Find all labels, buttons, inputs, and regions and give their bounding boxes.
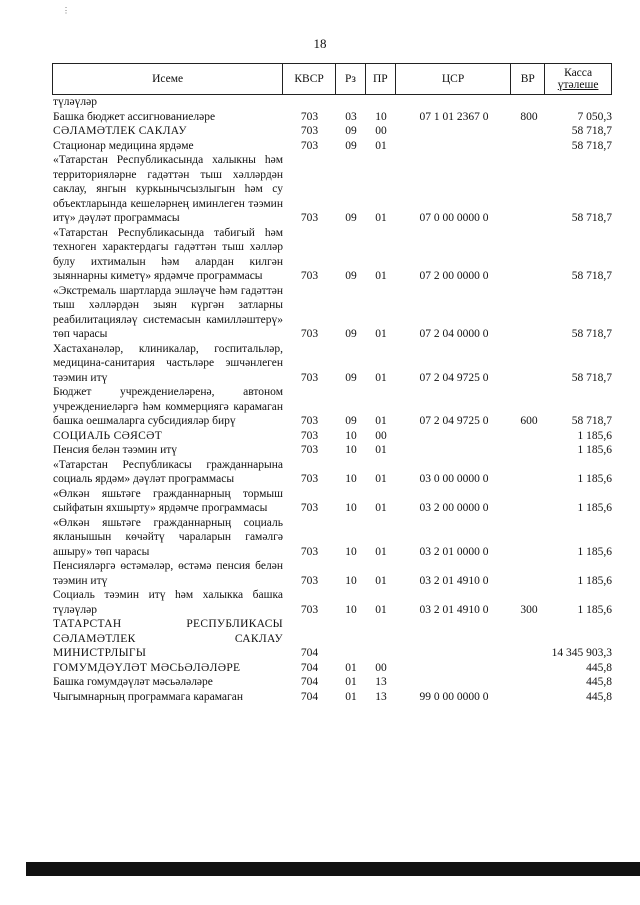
cell-pr: 01 — [375, 574, 387, 587]
cell-pr: 01 — [375, 473, 387, 485]
cell-csr: 07 2 04 9725 0 — [419, 371, 489, 384]
cell-pr: 01 — [375, 371, 387, 384]
cell-csr: 03 0 00 0000 0 — [419, 473, 489, 485]
cell-pr: 01 — [375, 415, 387, 427]
cell-sum: 58 718,7 — [571, 125, 612, 137]
cell-pr: 01 — [375, 545, 387, 558]
cell-name: ГОМУМДӘҮЛӘТ МӘСЬӘЛӘЛӘРЕ — [53, 661, 241, 674]
table-row — [52, 139, 612, 154]
cell-csr: 03 2 01 4910 0 — [419, 603, 489, 616]
table-row — [52, 95, 612, 110]
table-row — [52, 690, 612, 705]
cell-rz: 10 — [345, 603, 357, 616]
cell-name: Башка гомумдәүләт мәсьәләләре — [53, 676, 213, 688]
table-row — [52, 675, 612, 690]
cell-sum: 58 718,7 — [571, 328, 612, 340]
cell-name: «Экстремаль шартларда эшләүче һәм гадәттән тыш хәлләрдән зыян күргән затларны реабилитацияләү системасын камилләштерү» төп чарасы — [53, 284, 283, 340]
cell-sum: 1 185,6 — [577, 603, 612, 616]
cell-sum: 445,8 — [586, 661, 612, 674]
table-row — [52, 342, 612, 386]
cell-pr: 13 — [375, 676, 387, 688]
cell-kvsr: 703 — [300, 139, 319, 152]
header-csr: ЦСР — [396, 64, 512, 94]
cell-rz: 09 — [345, 270, 357, 282]
header-pr: ПР — [366, 64, 396, 94]
cell-rz: 10 — [345, 429, 357, 442]
cell-kvsr: 703 — [300, 429, 319, 442]
cell-kvsr: 703 — [300, 444, 319, 456]
table-row — [52, 661, 612, 676]
cell-name: ТАТАРСТАН РЕСПУБЛИКАСЫ СӘЛАМӘТЛЕК САКЛАУ МИНИСТРЛЫГЫ — [53, 618, 283, 659]
cell-sum: 445,8 — [586, 690, 612, 703]
cell-vr: 300 — [520, 603, 538, 616]
cell-pr: 13 — [375, 690, 387, 703]
header-sum — [545, 64, 611, 94]
cell-name: Социаль тәэмин итү һәм халыкка башка түләүләр — [53, 589, 283, 616]
cell-csr: 03 2 01 0000 0 — [419, 545, 489, 558]
cell-kvsr: 703 — [300, 212, 319, 224]
cell-sum: 1 185,6 — [577, 429, 612, 442]
cell-kvsr: 703 — [300, 415, 319, 427]
cell-pr: 00 — [375, 661, 387, 674]
cell-rz: 01 — [345, 676, 357, 688]
header-name: Исеме — [53, 64, 283, 94]
cell-rz: 10 — [345, 502, 357, 514]
cell-sum: 1 185,6 — [577, 545, 612, 558]
table-row — [52, 559, 612, 588]
cell-sum: 1 185,6 — [577, 502, 612, 514]
table-row — [52, 458, 612, 487]
cell-name: Башка бюджет ассигнованиеләре — [53, 110, 216, 123]
cell-csr: 07 2 04 9725 0 — [419, 415, 489, 427]
cell-csr: 03 2 01 4910 0 — [419, 574, 489, 587]
cell-kvsr: 704 — [300, 647, 319, 659]
cell-kvsr: 703 — [300, 270, 319, 282]
cell-csr: 03 2 00 0000 0 — [419, 502, 489, 514]
cell-name: түләүләр — [53, 96, 97, 108]
table-row — [52, 226, 612, 284]
cell-pr: 01 — [375, 502, 387, 514]
cell-kvsr: 703 — [300, 502, 319, 514]
cell-rz: 03 — [345, 110, 357, 123]
table-row — [52, 110, 612, 125]
cell-csr: 07 2 00 0000 0 — [419, 270, 489, 282]
table-header — [52, 63, 612, 95]
cell-rz: 10 — [345, 574, 357, 587]
table-row — [52, 588, 612, 617]
cell-rz: 10 — [345, 473, 357, 485]
cell-name: Стационар медицина ярдәме — [53, 139, 194, 152]
cell-kvsr: 703 — [300, 603, 319, 616]
cell-sum: 1 185,6 — [577, 574, 612, 587]
cell-pr: 01 — [375, 212, 387, 224]
corner-mark: ⋮ — [62, 6, 70, 15]
cell-name: Бюджет учреждениеләренә, автоном учреждениеләргә һәм коммерциягә карамаган башка оешмаларга субсидияләр бирү — [53, 386, 283, 427]
page-number: 18 — [313, 36, 327, 51]
cell-kvsr: 703 — [300, 371, 319, 384]
cell-name: «Татарстан Республикасында табигый һәм техноген характердагы гадәттән тыш хәлләр булу ихтималын һәм алардан килгән зыяннарны киметү» ярдәмче программасы — [53, 226, 283, 282]
table-row — [52, 284, 612, 342]
table-row — [52, 487, 612, 516]
cell-vr: 800 — [520, 110, 538, 123]
cell-rz: 09 — [345, 125, 357, 137]
scan-bottom-bar — [26, 862, 640, 876]
cell-kvsr: 703 — [300, 473, 319, 485]
header-vr: ВР — [511, 64, 545, 94]
table-row — [52, 153, 612, 226]
header-kvsr: КВСР — [283, 64, 336, 94]
cell-sum: 58 718,7 — [571, 371, 612, 384]
cell-name: «Өлкән яшьтәге гражданнарның тормыш сыйфатын яхшырту» ярдәмче программасы — [53, 487, 283, 514]
cell-name: Пенсия белән тәэмин итү — [53, 444, 178, 456]
cell-rz: 01 — [345, 661, 357, 674]
header-sum-line2: үтәлеше — [557, 79, 599, 91]
cell-vr: 600 — [520, 415, 538, 427]
cell-csr: 07 2 04 0000 0 — [419, 328, 489, 340]
cell-pr: 00 — [375, 429, 387, 442]
cell-rz: 10 — [345, 545, 357, 558]
cell-rz: 09 — [345, 328, 357, 340]
cell-kvsr: 703 — [300, 574, 319, 587]
cell-sum: 58 718,7 — [571, 139, 612, 152]
cell-sum: 58 718,7 — [571, 415, 612, 427]
table-row — [52, 429, 612, 444]
table-row — [52, 443, 612, 458]
header-sum-line1: Касса — [564, 67, 593, 79]
cell-rz: 10 — [345, 444, 357, 456]
cell-name: Пенсияләргә өстәмәләр, өстәмә пенсия белән тәэмин итү — [53, 560, 283, 587]
cell-name: СӘЛАМӘТЛЕК САКЛАУ — [53, 125, 187, 137]
table-row — [52, 617, 612, 661]
cell-kvsr: 703 — [300, 110, 319, 123]
cell-sum: 445,8 — [586, 676, 612, 688]
cell-pr: 10 — [375, 110, 387, 123]
cell-name: СОЦИАЛЬ СӘЯСӘТ — [53, 429, 163, 442]
cell-pr: 01 — [375, 603, 387, 616]
cell-sum: 1 185,6 — [577, 473, 612, 485]
table-row — [52, 516, 612, 560]
cell-name: «Өлкән яшьтәге гражданнарның социаль якланышын көчәйтү чараларын гамәлгә ашыру» төп чарасы — [53, 516, 283, 558]
cell-kvsr: 703 — [300, 125, 319, 137]
cell-rz: 09 — [345, 139, 357, 152]
cell-sum: 58 718,7 — [571, 270, 612, 282]
cell-pr: 01 — [375, 328, 387, 340]
cell-kvsr: 704 — [300, 661, 319, 674]
cell-csr: 07 0 00 0000 0 — [419, 212, 489, 224]
cell-name: «Татарстан Республикасында халыкны һәм территорияләрне гадәттән тыш хәлләрдән саклау, янгын куркынычсызлыгын һәм су объектларында кешеләрнең иминлеген тәэмин итү» дәүләт программасы — [53, 154, 283, 224]
table-body — [52, 95, 612, 704]
header-rz: Рз — [336, 64, 366, 94]
cell-sum: 1 185,6 — [577, 444, 612, 456]
cell-kvsr: 703 — [300, 545, 319, 558]
table-row — [52, 124, 612, 139]
cell-sum: 58 718,7 — [571, 212, 612, 224]
cell-kvsr: 704 — [300, 690, 319, 703]
cell-csr: 07 1 01 2367 0 — [419, 110, 489, 123]
cell-kvsr: 703 — [300, 328, 319, 340]
cell-rz: 09 — [345, 415, 357, 427]
table-row — [52, 385, 612, 429]
cell-rz: 01 — [345, 690, 357, 703]
cell-name: Хастаханәләр, клиникалар, госпитальләр, медицина-санитария частьләре эшчәнлеген тәэмин итү — [53, 342, 283, 384]
cell-pr: 01 — [375, 270, 387, 282]
cell-name: Чыгымнарның программага карамаган — [53, 690, 243, 703]
cell-csr: 99 0 00 0000 0 — [419, 690, 489, 703]
cell-pr: 01 — [375, 139, 387, 152]
cell-kvsr: 704 — [300, 676, 319, 688]
cell-sum: 7 050,3 — [577, 110, 612, 123]
cell-pr: 01 — [375, 444, 387, 456]
cell-pr: 00 — [375, 125, 387, 137]
cell-rz: 09 — [345, 371, 357, 384]
cell-rz: 09 — [345, 212, 357, 224]
cell-name: «Татарстан Республикасы гражданнарына социаль ярдәм» дәүләт программасы — [53, 458, 283, 485]
cell-sum: 14 345 903,3 — [551, 647, 612, 659]
